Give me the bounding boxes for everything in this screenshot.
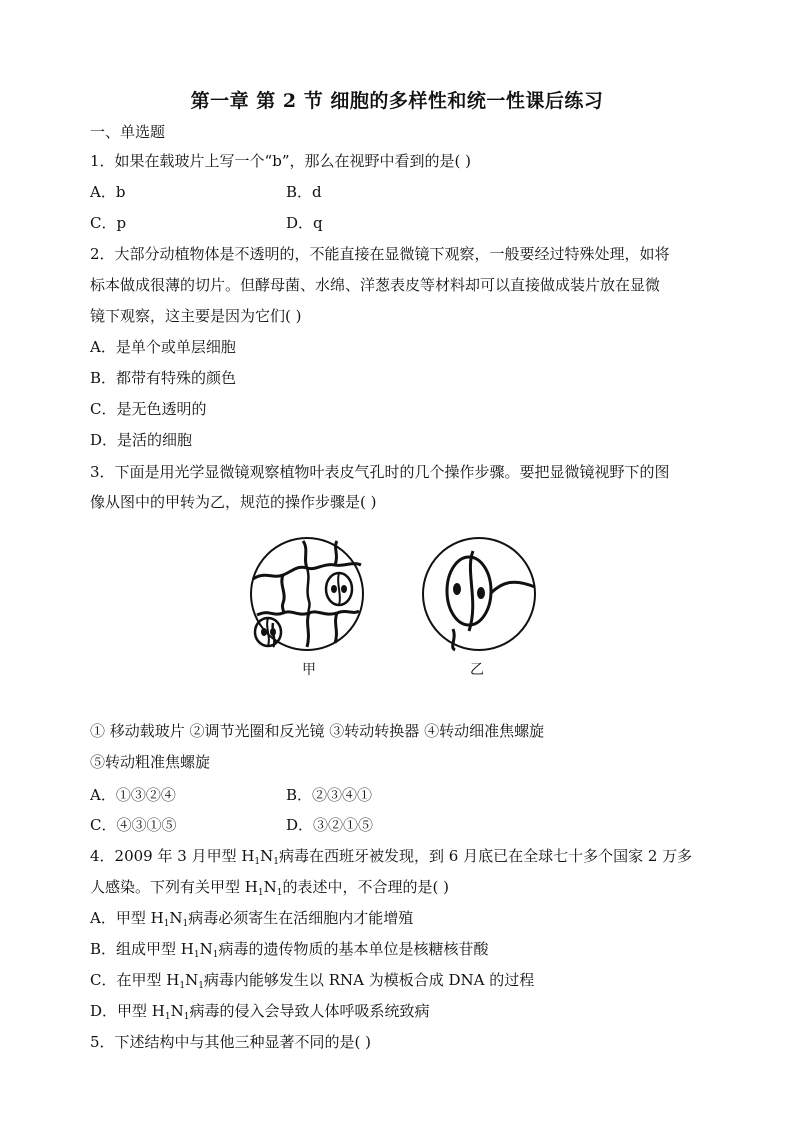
question-4-stem-line1: 4．2009 年 3 月甲型 $H_1N_1$病毒在西班牙被发现，到 6 月底已在全球七十多个国家 2 万多	[90, 847, 693, 867]
q1-option-d: D．q	[286, 214, 323, 232]
q2-option-c: C．是无色透明的	[90, 400, 207, 418]
q3-option-c: C．④③①⑤	[90, 816, 177, 834]
question-3-steps-line1: ① 移动载玻片 ②调节光圈和反光镜 ③转动转换器 ④转动细准焦螺旋	[90, 722, 545, 740]
field-yi	[423, 538, 535, 650]
q3-option-d: D．③②①⑤	[286, 816, 374, 834]
question-3-steps-line2: ⑤转动粗准焦螺旋	[90, 753, 211, 771]
question-2-stem-line2: 标本做成很薄的切片。但酵母菌、水绵、洋葱表皮等材料却可以直接做成装片放在显微	[90, 276, 661, 294]
figure-label-yi: 乙	[470, 662, 484, 678]
question-2-stem-line1: 2．大部分动植物体是不透明的，不能直接在显微镜下观察，一般要经过特殊处理，如将	[90, 245, 670, 263]
q4-option-a: A．甲型 $H_1N_1$病毒必须寄生在活细胞内才能增殖	[90, 909, 414, 929]
field-jia	[251, 538, 363, 650]
q1-option-a: A．b	[90, 183, 126, 201]
q4-option-d: D．甲型 $H_1N_1$病毒的侵入会导致人体呼吸系统致病	[90, 1002, 430, 1022]
question-3-stem-line2: 像从图中的甲转为乙，规范的操作步骤是( )	[90, 493, 377, 511]
q2-option-a: A．是单个或单层细胞	[90, 338, 236, 356]
q2-option-d: D．是活的细胞	[90, 431, 193, 449]
q1-option-c: C．p	[90, 214, 127, 232]
question-1-stem: 1．如果在载玻片上写一个“b”，那么在视野中看到的是( )	[90, 152, 471, 170]
microscope-field-figure	[243, 531, 543, 681]
q3-option-a: A．①③②④	[90, 786, 176, 804]
q3-option-b: B．②③④①	[286, 786, 373, 804]
q2-option-b: B．都带有特殊的颜色	[90, 369, 237, 387]
q4-option-b: B．组成甲型 $H_1N_1$病毒的遗传物质的基本单位是核糖核苷酸	[90, 940, 489, 960]
q4-option-c: C．在甲型 $H_1N_1$病毒内能够发生以 RNA 为模板合成 DNA 的过程	[90, 971, 535, 991]
figure-label-jia: 甲	[302, 662, 316, 678]
section-heading: 一、单选题	[90, 123, 166, 141]
question-2-stem-line3: 镜下观察，这主要是因为它们( )	[90, 307, 302, 325]
page-title: 第一章 第 2 节 细胞的多样性和统一性课后练习	[190, 90, 604, 112]
question-3-stem-line1: 3．下面是用光学显微镜观察植物叶表皮气孔时的几个操作步骤。要把显微镜视野下的图	[90, 463, 670, 481]
question-4-stem-line2: 人感染。下列有关甲型 $H_1N_1$的表述中，不合理的是( )	[90, 878, 449, 898]
question-5-stem: 5．下述结构中与其他三种显著不同的是( )	[90, 1033, 372, 1051]
q1-option-b: B．d	[286, 183, 322, 201]
